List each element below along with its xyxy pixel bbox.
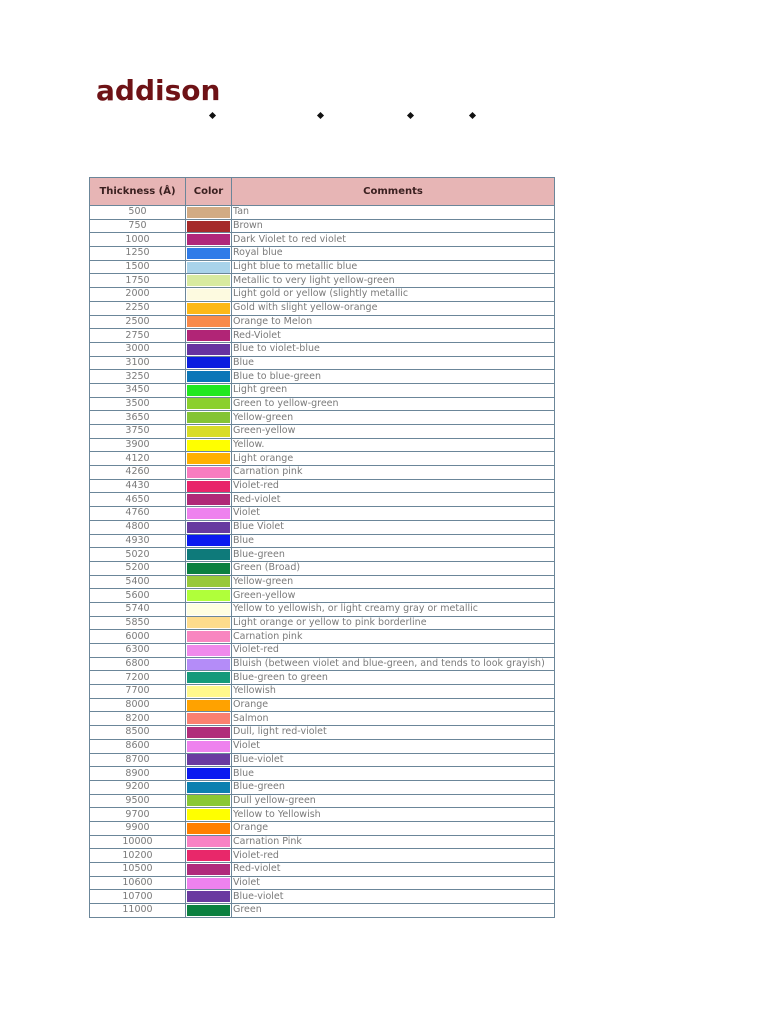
color-swatch <box>187 467 230 478</box>
thickness-cell: 8500 <box>90 726 186 740</box>
table-row <box>90 452 555 466</box>
color-swatch-cell <box>186 534 232 548</box>
thickness-cell: 3750 <box>90 425 186 439</box>
comment-cell: Blue-violet <box>232 890 555 904</box>
color-swatch-cell <box>186 233 232 247</box>
thickness-cell: 1000 <box>90 233 186 247</box>
color-swatch <box>187 412 230 423</box>
table-row <box>90 821 555 835</box>
comment-cell: Blue to blue-green <box>232 370 555 384</box>
thickness-cell: 10500 <box>90 863 186 877</box>
color-swatch-cell <box>186 342 232 356</box>
color-swatch-cell <box>186 301 232 315</box>
color-swatch-cell <box>186 657 232 671</box>
table-row <box>90 794 555 808</box>
thickness-cell: 10200 <box>90 849 186 863</box>
comment-cell: Green <box>232 904 555 918</box>
table-row <box>90 548 555 562</box>
color-swatch <box>187 385 230 396</box>
comment-cell: Bluish (between violet and blue-green, and tends to look grayish) <box>232 657 555 671</box>
color-swatch-cell <box>186 425 232 439</box>
comment-cell: Violet-red <box>232 644 555 658</box>
color-swatch-cell <box>186 260 232 274</box>
thickness-cell: 4930 <box>90 534 186 548</box>
comment-cell: Blue Violet <box>232 520 555 534</box>
color-swatch <box>187 262 230 273</box>
table-row <box>90 863 555 877</box>
color-swatch-cell <box>186 561 232 575</box>
color-swatch <box>187 535 230 546</box>
table-row <box>90 685 555 699</box>
table-row <box>90 534 555 548</box>
color-swatch-cell <box>186 753 232 767</box>
table-row <box>90 206 555 220</box>
color-swatch <box>187 727 230 738</box>
thickness-cell: 9900 <box>90 821 186 835</box>
color-swatch <box>187 426 230 437</box>
comment-cell: Green-yellow <box>232 589 555 603</box>
table-row <box>90 575 555 589</box>
table-row <box>90 698 555 712</box>
thickness-header: Thickness (Å) <box>90 178 186 206</box>
table-row <box>90 479 555 493</box>
color-swatch <box>187 576 230 587</box>
comment-cell: Light green <box>232 383 555 397</box>
color-swatch-cell <box>186 835 232 849</box>
comment-cell: Violet <box>232 876 555 890</box>
table-row <box>90 753 555 767</box>
comment-cell: Blue <box>232 534 555 548</box>
table-row <box>90 890 555 904</box>
color-swatch-cell <box>186 452 232 466</box>
thickness-cell: 7200 <box>90 671 186 685</box>
bullet-icon <box>469 112 476 119</box>
thickness-cell: 10700 <box>90 890 186 904</box>
table-row <box>90 589 555 603</box>
color-swatch <box>187 645 230 656</box>
thickness-cell: 750 <box>90 219 186 233</box>
comment-cell: Metallic to very light yellow-green <box>232 274 555 288</box>
comment-cell: Yellow to yellowish, or light creamy gray or metallic <box>232 602 555 616</box>
comment-cell: Yellow to Yellowish <box>232 808 555 822</box>
color-swatch-cell <box>186 206 232 220</box>
thickness-cell: 5200 <box>90 561 186 575</box>
color-swatch <box>187 713 230 724</box>
color-swatch-cell <box>186 863 232 877</box>
color-swatch-cell <box>186 904 232 918</box>
comment-cell: Light blue to metallic blue <box>232 260 555 274</box>
color-swatch-cell <box>186 726 232 740</box>
comment-cell: Gold with slight yellow-orange <box>232 301 555 315</box>
color-swatch <box>187 344 230 355</box>
table-body <box>90 206 555 918</box>
comment-cell: Brown <box>232 219 555 233</box>
thickness-cell: 8700 <box>90 753 186 767</box>
thickness-cell: 5850 <box>90 616 186 630</box>
table-row <box>90 438 555 452</box>
color-swatch-cell <box>186 616 232 630</box>
comment-cell: Dull, light red-violet <box>232 726 555 740</box>
table-row <box>90 301 555 315</box>
comment-cell: Orange <box>232 698 555 712</box>
thickness-cell: 2750 <box>90 329 186 343</box>
color-swatch <box>187 234 230 245</box>
table-row <box>90 561 555 575</box>
color-swatch <box>187 604 230 615</box>
table-row <box>90 616 555 630</box>
table-row <box>90 712 555 726</box>
color-swatch <box>187 795 230 806</box>
bullet-icon <box>209 112 216 119</box>
color-swatch <box>187 303 230 314</box>
color-swatch <box>187 768 230 779</box>
color-swatch-cell <box>186 507 232 521</box>
table-row <box>90 370 555 384</box>
color-swatch <box>187 754 230 765</box>
color-swatch-cell <box>186 479 232 493</box>
comment-cell: Carnation pink <box>232 630 555 644</box>
color-swatch <box>187 659 230 670</box>
color-swatch <box>187 878 230 889</box>
color-swatch <box>187 741 230 752</box>
comment-cell: Royal blue <box>232 247 555 261</box>
comment-cell: Dull yellow-green <box>232 794 555 808</box>
color-swatch <box>187 398 230 409</box>
thickness-cell: 2500 <box>90 315 186 329</box>
color-swatch-cell <box>186 767 232 781</box>
thickness-cell: 2000 <box>90 288 186 302</box>
color-swatch-cell <box>186 630 232 644</box>
comment-cell: Blue-green <box>232 548 555 562</box>
comment-cell: Green-yellow <box>232 425 555 439</box>
table-row <box>90 219 555 233</box>
color-swatch-cell <box>186 397 232 411</box>
color-swatch-cell <box>186 671 232 685</box>
table-row <box>90 671 555 685</box>
thickness-cell: 7700 <box>90 685 186 699</box>
color-swatch <box>187 563 230 574</box>
table-row <box>90 602 555 616</box>
comment-cell: Blue-green to green <box>232 671 555 685</box>
thickness-cell: 2250 <box>90 301 186 315</box>
color-swatch-cell <box>186 315 232 329</box>
comment-cell: Tan <box>232 206 555 220</box>
table-row <box>90 260 555 274</box>
comments-header: Comments <box>232 178 555 206</box>
color-swatch <box>187 864 230 875</box>
color-swatch-cell <box>186 438 232 452</box>
table-row <box>90 493 555 507</box>
thickness-cell: 3650 <box>90 411 186 425</box>
table-row <box>90 808 555 822</box>
color-swatch <box>187 275 230 286</box>
thickness-cell: 8900 <box>90 767 186 781</box>
thickness-cell: 10000 <box>90 835 186 849</box>
table-row <box>90 849 555 863</box>
color-swatch <box>187 481 230 492</box>
comment-cell: Red-violet <box>232 493 555 507</box>
thickness-cell: 5740 <box>90 602 186 616</box>
thickness-cell: 1750 <box>90 274 186 288</box>
comment-cell: Blue <box>232 356 555 370</box>
table-row <box>90 630 555 644</box>
color-swatch-cell <box>186 466 232 480</box>
thickness-cell: 4430 <box>90 479 186 493</box>
thickness-cell: 8200 <box>90 712 186 726</box>
comment-cell: Yellow-green <box>232 575 555 589</box>
color-swatch-cell <box>186 575 232 589</box>
color-header: Color <box>186 178 232 206</box>
table-row <box>90 657 555 671</box>
color-swatch <box>187 809 230 820</box>
thickness-cell: 1250 <box>90 247 186 261</box>
table-row <box>90 274 555 288</box>
color-swatch <box>187 508 230 519</box>
thickness-cell: 5600 <box>90 589 186 603</box>
thickness-cell: 4650 <box>90 493 186 507</box>
color-swatch <box>187 700 230 711</box>
thickness-cell: 3450 <box>90 383 186 397</box>
thickness-cell: 5020 <box>90 548 186 562</box>
thickness-cell: 11000 <box>90 904 186 918</box>
color-swatch-cell <box>186 520 232 534</box>
thickness-cell: 4800 <box>90 520 186 534</box>
thickness-cell: 10600 <box>90 876 186 890</box>
color-swatch <box>187 522 230 533</box>
comment-cell: Blue to violet-blue <box>232 342 555 356</box>
comment-cell: Orange <box>232 821 555 835</box>
table-row <box>90 466 555 480</box>
thickness-cell: 5400 <box>90 575 186 589</box>
color-swatch <box>187 371 230 382</box>
color-swatch <box>187 440 230 451</box>
color-swatch-cell <box>186 356 232 370</box>
thickness-cell: 4760 <box>90 507 186 521</box>
color-swatch-cell <box>186 274 232 288</box>
color-swatch-cell <box>186 288 232 302</box>
table-row <box>90 247 555 261</box>
table-row <box>90 315 555 329</box>
table-row <box>90 780 555 794</box>
table-row <box>90 644 555 658</box>
color-swatch <box>187 549 230 560</box>
comment-cell: Light gold or yellow (slightly metallic <box>232 288 555 302</box>
color-swatch <box>187 207 230 218</box>
table-row <box>90 425 555 439</box>
comment-cell: Blue-green <box>232 780 555 794</box>
thickness-cell: 4120 <box>90 452 186 466</box>
table-row <box>90 383 555 397</box>
thickness-cell: 9200 <box>90 780 186 794</box>
color-swatch <box>187 631 230 642</box>
color-swatch-cell <box>186 780 232 794</box>
color-swatch-cell <box>186 247 232 261</box>
table-row <box>90 904 555 918</box>
comment-cell: Green (Broad) <box>232 561 555 575</box>
color-swatch-cell <box>186 589 232 603</box>
bullet-icon <box>317 112 324 119</box>
color-swatch-cell <box>186 602 232 616</box>
color-swatch <box>187 617 230 628</box>
comment-cell: Yellow. <box>232 438 555 452</box>
thickness-cell: 3100 <box>90 356 186 370</box>
comment-cell: Salmon <box>232 712 555 726</box>
color-swatch-cell <box>186 890 232 904</box>
thickness-cell: 3000 <box>90 342 186 356</box>
color-swatch-cell <box>186 219 232 233</box>
table-row <box>90 288 555 302</box>
table-row <box>90 356 555 370</box>
color-swatch-cell <box>186 698 232 712</box>
thickness-cell: 500 <box>90 206 186 220</box>
thickness-cell: 1500 <box>90 260 186 274</box>
comment-cell: Light orange <box>232 452 555 466</box>
color-swatch <box>187 248 230 259</box>
table-row <box>90 342 555 356</box>
comment-cell: Violet <box>232 507 555 521</box>
thickness-cell: 8000 <box>90 698 186 712</box>
thickness-cell: 9500 <box>90 794 186 808</box>
table-row <box>90 739 555 753</box>
color-swatch-cell <box>186 370 232 384</box>
color-swatch-cell <box>186 383 232 397</box>
thickness-cell: 6300 <box>90 644 186 658</box>
color-swatch-cell <box>186 794 232 808</box>
color-swatch <box>187 221 230 232</box>
table-row <box>90 876 555 890</box>
color-swatch <box>187 782 230 793</box>
color-swatch <box>187 453 230 464</box>
color-swatch-cell <box>186 493 232 507</box>
oxide-thickness-color-table <box>89 177 555 918</box>
color-swatch <box>187 891 230 902</box>
color-swatch <box>187 357 230 368</box>
comment-cell: Carnation pink <box>232 466 555 480</box>
thickness-cell: 3500 <box>90 397 186 411</box>
color-swatch <box>187 905 230 916</box>
color-swatch <box>187 330 230 341</box>
color-swatch-cell <box>186 849 232 863</box>
color-swatch <box>187 590 230 601</box>
color-swatch-cell <box>186 712 232 726</box>
color-swatch <box>187 823 230 834</box>
color-swatch-cell <box>186 329 232 343</box>
thickness-cell: 3250 <box>90 370 186 384</box>
color-swatch-cell <box>186 685 232 699</box>
comment-cell: Yellow-green <box>232 411 555 425</box>
color-swatch-cell <box>186 808 232 822</box>
comment-cell: Dark Violet to red violet <box>232 233 555 247</box>
thickness-cell: 6000 <box>90 630 186 644</box>
thickness-cell: 3900 <box>90 438 186 452</box>
comment-cell: Blue-violet <box>232 753 555 767</box>
thickness-cell: 8600 <box>90 739 186 753</box>
comment-cell: Light orange or yellow to pink borderline <box>232 616 555 630</box>
color-swatch-cell <box>186 876 232 890</box>
comment-cell: Violet-red <box>232 849 555 863</box>
color-swatch <box>187 316 230 327</box>
comment-cell: Green to yellow-green <box>232 397 555 411</box>
table-row <box>90 767 555 781</box>
color-swatch-cell <box>186 548 232 562</box>
color-swatch <box>187 686 230 697</box>
color-swatch <box>187 672 230 683</box>
color-swatch <box>187 850 230 861</box>
thickness-cell: 9700 <box>90 808 186 822</box>
comment-cell: Red-Violet <box>232 329 555 343</box>
table-row <box>90 520 555 534</box>
color-swatch-cell <box>186 411 232 425</box>
thickness-cell: 6800 <box>90 657 186 671</box>
table-row <box>90 507 555 521</box>
color-swatch-cell <box>186 644 232 658</box>
color-swatch <box>187 836 230 847</box>
color-swatch-cell <box>186 739 232 753</box>
color-swatch <box>187 289 230 300</box>
comment-cell: Violet <box>232 739 555 753</box>
comment-cell: Yellowish <box>232 685 555 699</box>
color-swatch-cell <box>186 821 232 835</box>
table-header-row <box>90 178 555 206</box>
comment-cell: Carnation Pink <box>232 835 555 849</box>
color-swatch <box>187 494 230 505</box>
table-row <box>90 397 555 411</box>
table-row <box>90 726 555 740</box>
table-row <box>90 835 555 849</box>
comment-cell: Red-violet <box>232 863 555 877</box>
table-row <box>90 329 555 343</box>
table-row <box>90 233 555 247</box>
comment-cell: Orange to Melon <box>232 315 555 329</box>
comment-cell: Blue <box>232 767 555 781</box>
thickness-cell: 4260 <box>90 466 186 480</box>
comment-cell: Violet-red <box>232 479 555 493</box>
bullet-icon <box>407 112 414 119</box>
table-row <box>90 411 555 425</box>
addison-logo: addison <box>96 74 221 107</box>
